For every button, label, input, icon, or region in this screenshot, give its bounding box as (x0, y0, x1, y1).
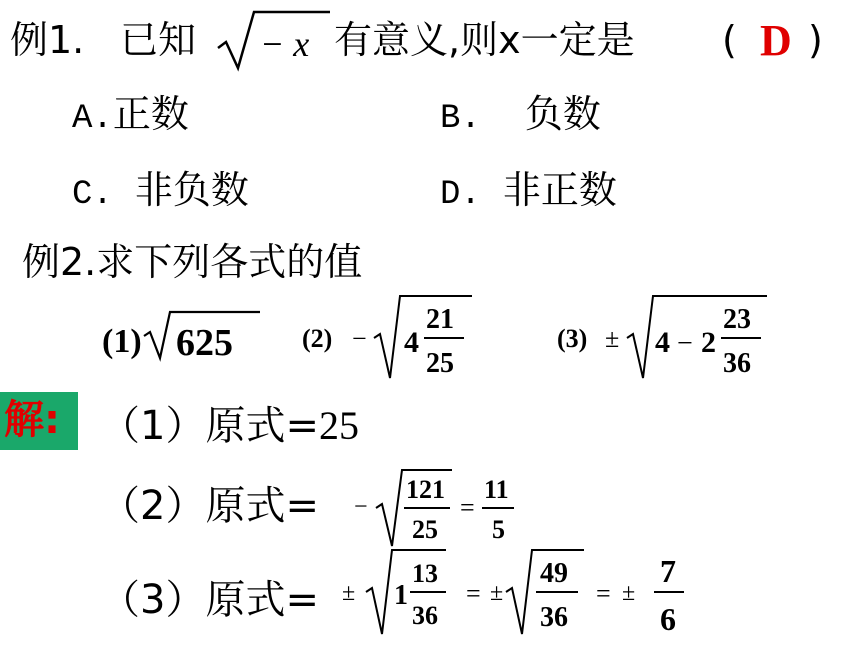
line1-value: 25 (318, 403, 359, 448)
line3-denominator-2: 36 (540, 602, 568, 633)
q3-whole: 4 (655, 326, 670, 359)
line3-sign-2: ± (490, 580, 504, 606)
solution-badge-box (0, 392, 78, 450)
example1-prefix: 例1. (10, 18, 85, 62)
answer-paren-close: ) (808, 18, 823, 62)
q3-denominator: 36 (723, 348, 751, 379)
q2-whole: 4 (404, 326, 419, 359)
line3-equals-2: = (596, 579, 611, 608)
line2-label: （2）原式= (100, 483, 319, 529)
answer-letter: D (760, 16, 792, 65)
line2-numerator: 121 (406, 475, 445, 504)
option-key: A. (72, 100, 113, 138)
option-c (72, 168, 249, 217)
line1-label: （1）原式= (100, 403, 319, 449)
q3-label: (3) (557, 324, 588, 353)
example2-heading: 例2.求下列各式的值 (22, 240, 363, 284)
q3-minus: − (677, 328, 693, 359)
line3-numerator-2: 49 (540, 558, 568, 589)
option-text: 正数 (112, 92, 189, 136)
option-text: 非负数 (134, 168, 249, 212)
q2-label: (2) (302, 324, 333, 353)
q2-denominator: 25 (426, 348, 454, 379)
line3-expression (340, 542, 700, 642)
line3-sign: ± (342, 580, 356, 606)
option-key: B. (440, 100, 481, 138)
line3-whole: 1 (394, 580, 408, 611)
solution-line-1 (100, 404, 359, 448)
line2-expression (352, 466, 532, 552)
example1-stem-b: 有意义,则x一定是 (334, 18, 635, 62)
option-key: D. (440, 176, 481, 214)
q1-label: (1) (102, 323, 142, 360)
line3-denominator: 36 (412, 601, 438, 630)
q3-sign: ± (605, 324, 620, 353)
line2-sign: − (354, 494, 368, 520)
q3-coef: 2 (701, 326, 716, 359)
option-d (440, 168, 617, 217)
answer-paren-open: ( (722, 18, 737, 62)
line3-result-denominator: 6 (660, 601, 676, 637)
solution-badge: 解: (4, 397, 60, 443)
option-a (72, 92, 189, 141)
q3-expression (555, 292, 775, 384)
option-key: C. (72, 176, 113, 214)
option-b (440, 92, 601, 141)
line3-sign-3: ± (622, 580, 636, 606)
line2-equals: = (460, 493, 475, 522)
line3-equals-1: = (466, 579, 481, 608)
q2-sign: − (352, 324, 367, 353)
line3-result-numerator: 7 (660, 553, 676, 589)
example1-stem-a: 已知 (120, 18, 197, 62)
sqrt-radicand: − x (260, 24, 310, 64)
sqrt-neg-x (212, 4, 332, 74)
option-text: 负数 (524, 92, 601, 136)
line3-numerator: 13 (412, 559, 438, 588)
line2-result-numerator: 11 (484, 475, 509, 504)
q2-numerator: 21 (426, 304, 454, 335)
q1-radicand: 625 (176, 322, 233, 364)
q1-expression (100, 300, 270, 370)
option-text: 非正数 (502, 168, 617, 212)
line3-label: （3）原式= (100, 577, 319, 623)
line2-result-denominator: 5 (492, 515, 505, 544)
q3-numerator: 23 (723, 304, 751, 335)
line2-denominator: 25 (412, 515, 438, 544)
q2-expression (300, 292, 480, 384)
